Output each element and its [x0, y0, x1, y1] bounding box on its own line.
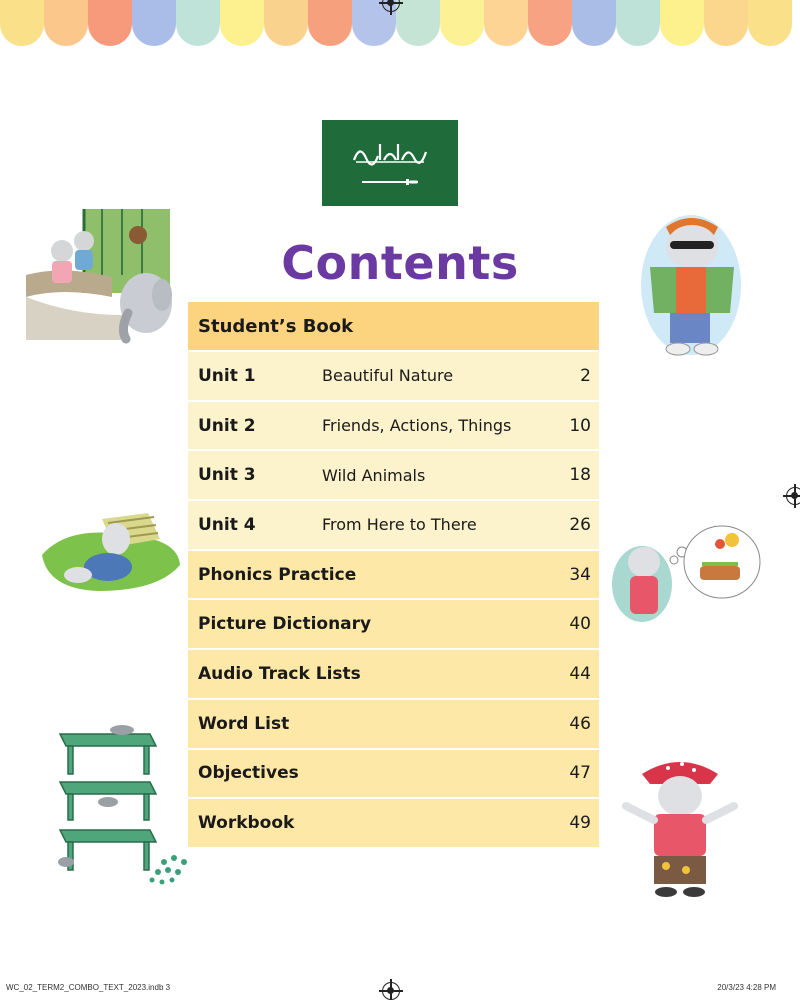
students-book-heading: Student’s Book — [188, 302, 599, 350]
toc-section-row — [188, 598, 599, 648]
toc-section-row — [188, 549, 599, 599]
page-number: 26 — [569, 514, 591, 535]
toc-section-row — [188, 698, 599, 748]
unit-label: Unit 2 — [198, 415, 256, 436]
unit-title: Wild Animals — [322, 465, 426, 485]
section-label: Word List — [198, 713, 290, 734]
section-label: Picture Dictionary — [198, 614, 372, 635]
cat-in-sun-hat-illustration — [620, 750, 740, 900]
page-number: 40 — [569, 614, 591, 635]
footer-timestamp: 20/3/23 4:28 PM — [717, 983, 776, 992]
zoo-elephant-illustration — [22, 205, 172, 345]
scallop — [616, 0, 660, 46]
registration-mark-right-icon — [786, 487, 800, 505]
section-label: Audio Track Lists — [198, 663, 361, 684]
page-number: 49 — [569, 813, 591, 834]
toc-unit-row — [188, 499, 599, 549]
toc-unit-row — [188, 350, 599, 400]
scallop — [0, 0, 44, 46]
scallop — [748, 0, 792, 46]
scallop — [308, 0, 352, 46]
page-number: 46 — [569, 713, 591, 734]
cat-resting-on-grass-illustration — [38, 505, 183, 595]
cat-thinking-food-illustration — [612, 522, 762, 622]
scallop — [440, 0, 484, 46]
unit-label: Unit 1 — [198, 365, 256, 386]
registration-mark-bottom-icon — [382, 982, 400, 1000]
shahada-script-icon — [350, 138, 430, 166]
page-number: 18 — [569, 465, 591, 486]
scallop — [88, 0, 132, 46]
sword-icon — [360, 178, 420, 186]
page-number: 10 — [569, 415, 591, 436]
section-label: Objectives — [198, 763, 299, 784]
scalloped-top-border — [0, 0, 800, 48]
saudi-flag-icon — [322, 120, 458, 206]
footer-file-info: WC_02_TERM2_COMBO_TEXT_2023.indb 3 — [6, 983, 171, 992]
page-title: Contents — [281, 236, 519, 290]
unit-label: Unit 3 — [198, 465, 256, 486]
page-number: 2 — [580, 365, 591, 386]
scallop — [660, 0, 704, 46]
unit-title: Beautiful Nature — [322, 366, 454, 386]
scallop — [528, 0, 572, 46]
toc-unit-row — [188, 400, 599, 450]
unit-title: Friends, Actions, Things — [322, 416, 512, 436]
cat-in-hat-sunglasses-illustration — [636, 205, 746, 360]
page-number: 44 — [569, 663, 591, 684]
page-number: 34 — [569, 564, 591, 585]
section-label: Phonics Practice — [198, 564, 357, 585]
unit-title: From Here to There — [322, 515, 477, 535]
scallop — [704, 0, 748, 46]
page-number: 47 — [569, 763, 591, 784]
toc-section-row — [188, 748, 599, 798]
scallop — [220, 0, 264, 46]
section-label: Workbook — [198, 813, 295, 834]
scallop — [176, 0, 220, 46]
toc-unit-row — [188, 449, 599, 499]
mice-tables-illustration — [52, 712, 194, 890]
scallop — [264, 0, 308, 46]
toc-section-row — [188, 648, 599, 698]
scallop — [44, 0, 88, 46]
scallop — [572, 0, 616, 46]
contents-table — [188, 302, 599, 847]
scallop — [396, 0, 440, 46]
scallop — [132, 0, 176, 46]
unit-label: Unit 4 — [198, 514, 256, 535]
scallop — [484, 0, 528, 46]
toc-section-row — [188, 797, 599, 847]
